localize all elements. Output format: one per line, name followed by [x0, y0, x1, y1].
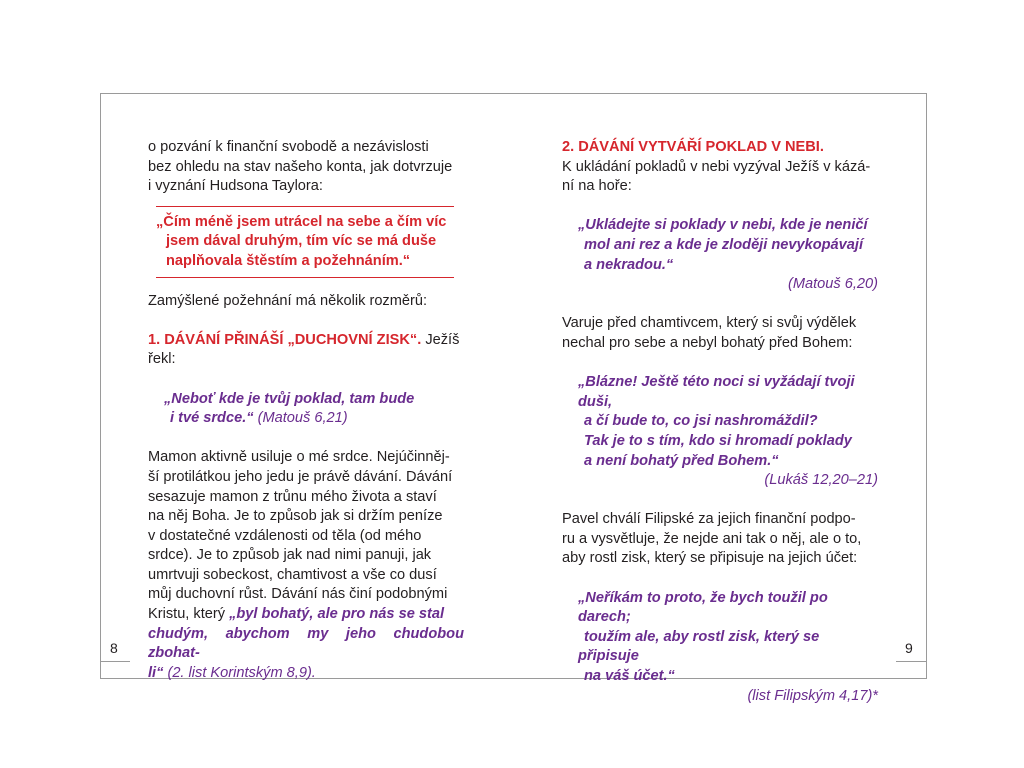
- left-page-text: [148, 138, 464, 683]
- philippians-4-17-reference: (list Filipským 4,17)*: [747, 687, 878, 704]
- section-1-heading-line: 1. DÁVÁNÍ PŘINÁŠÍ „DUCHOVNÍ ZISK“. Ježíš řekl:: [148, 331, 460, 368]
- page-number-left: 8: [110, 640, 118, 656]
- philippians-4-17-quote: „Neříkám to proto, že bych toužil po darech; toužím ale, aby rostl zisk, který se připisuje na váš účet.“: [578, 589, 828, 685]
- page-number-right: 9: [905, 640, 913, 656]
- mamon-paragraph: Mamon aktivně usiluje o mé srdce. Nejúčinněj- ší protilátkou jeho jedu je právě dávání. Dávání sesazuje mamon z trůnu mého života a staví na něj Boha. Je to způsob jak si držím peníze v dostatečné vzdálenosti od těla (od mého srdce). Je to způsob jak nad nimi panuji, jak umrtvuji sobeckost, chamtivost a vše co dusí můj duchovní růst. Dávání nás činí podobnými Kristu, který „byl bohatý, ale pro nás se stal chudým, abychom my jeho chudobou zbohat- li“ (2. list Korintským 8,9).: [148, 449, 464, 681]
- page-number-rule-left: [100, 661, 130, 662]
- dimensions-line: Zamýšlené požehnání má několik rozměrů:: [148, 292, 428, 309]
- luke-12-quote: „Blázne! Ještě této noci si vyžádají tvoji duši, a čí bude to, co jsi nashromáždil? Tak je to s tím, kdo si hromadí poklady a není bohatý před Bohem.“: [578, 374, 855, 469]
- section-1-heading: 1. DÁVÁNÍ PŘINÁŠÍ „DUCHOVNÍ ZISK“.: [148, 331, 422, 348]
- matthew-6-20-reference: (Matouš 6,20): [787, 276, 878, 293]
- intro-2-paragraph: K ukládání pokladů v nebi vyzýval Ježíš v kázá- ní na hoře:: [562, 158, 871, 195]
- luke-12-reference: (Lukáš 12,20–21): [764, 472, 878, 489]
- section-2-heading: 2. DÁVÁNÍ VYTVÁŘÍ POKLAD V NEBI.: [562, 139, 824, 155]
- matthew-6-21-quote: „Neboť kde je tvůj poklad, tam bude i tvé srdce.“ (Matouš 6,21): [164, 390, 415, 427]
- right-page-text: [562, 138, 878, 706]
- intro-paragraph: o pozvání k finanční svobodě a nezávislosti bez ohledu na stav našeho konta, jak dotvrzuje i vyznání Hudsona Taylora:: [148, 139, 453, 195]
- page-number-rule-right: [896, 661, 926, 662]
- warning-paragraph: Varuje před chamtivcem, který si svůj výdělek nechal pro sebe a nebyl bohatý před Bohem:: [562, 315, 857, 351]
- hudson-taylor-quote: „Čím méně jsem utrácel na sebe a čím víc jsem dával druhým, tím víc se má duše naplňovala štěstím a požehnáním.“: [156, 206, 454, 278]
- pavel-paragraph: Pavel chválí Filipské za jejich finanční podpo- ru a vysvětluje, že nejde ani tak o něj, ale o to, aby rostl zisk, který se připisuje na jejich účet:: [562, 511, 862, 567]
- matthew-6-20-quote: „Ukládejte si poklady v nebi, kde je neničí mol ani rez a kde je zloději nevykopávají a nekradou.“: [578, 217, 868, 273]
